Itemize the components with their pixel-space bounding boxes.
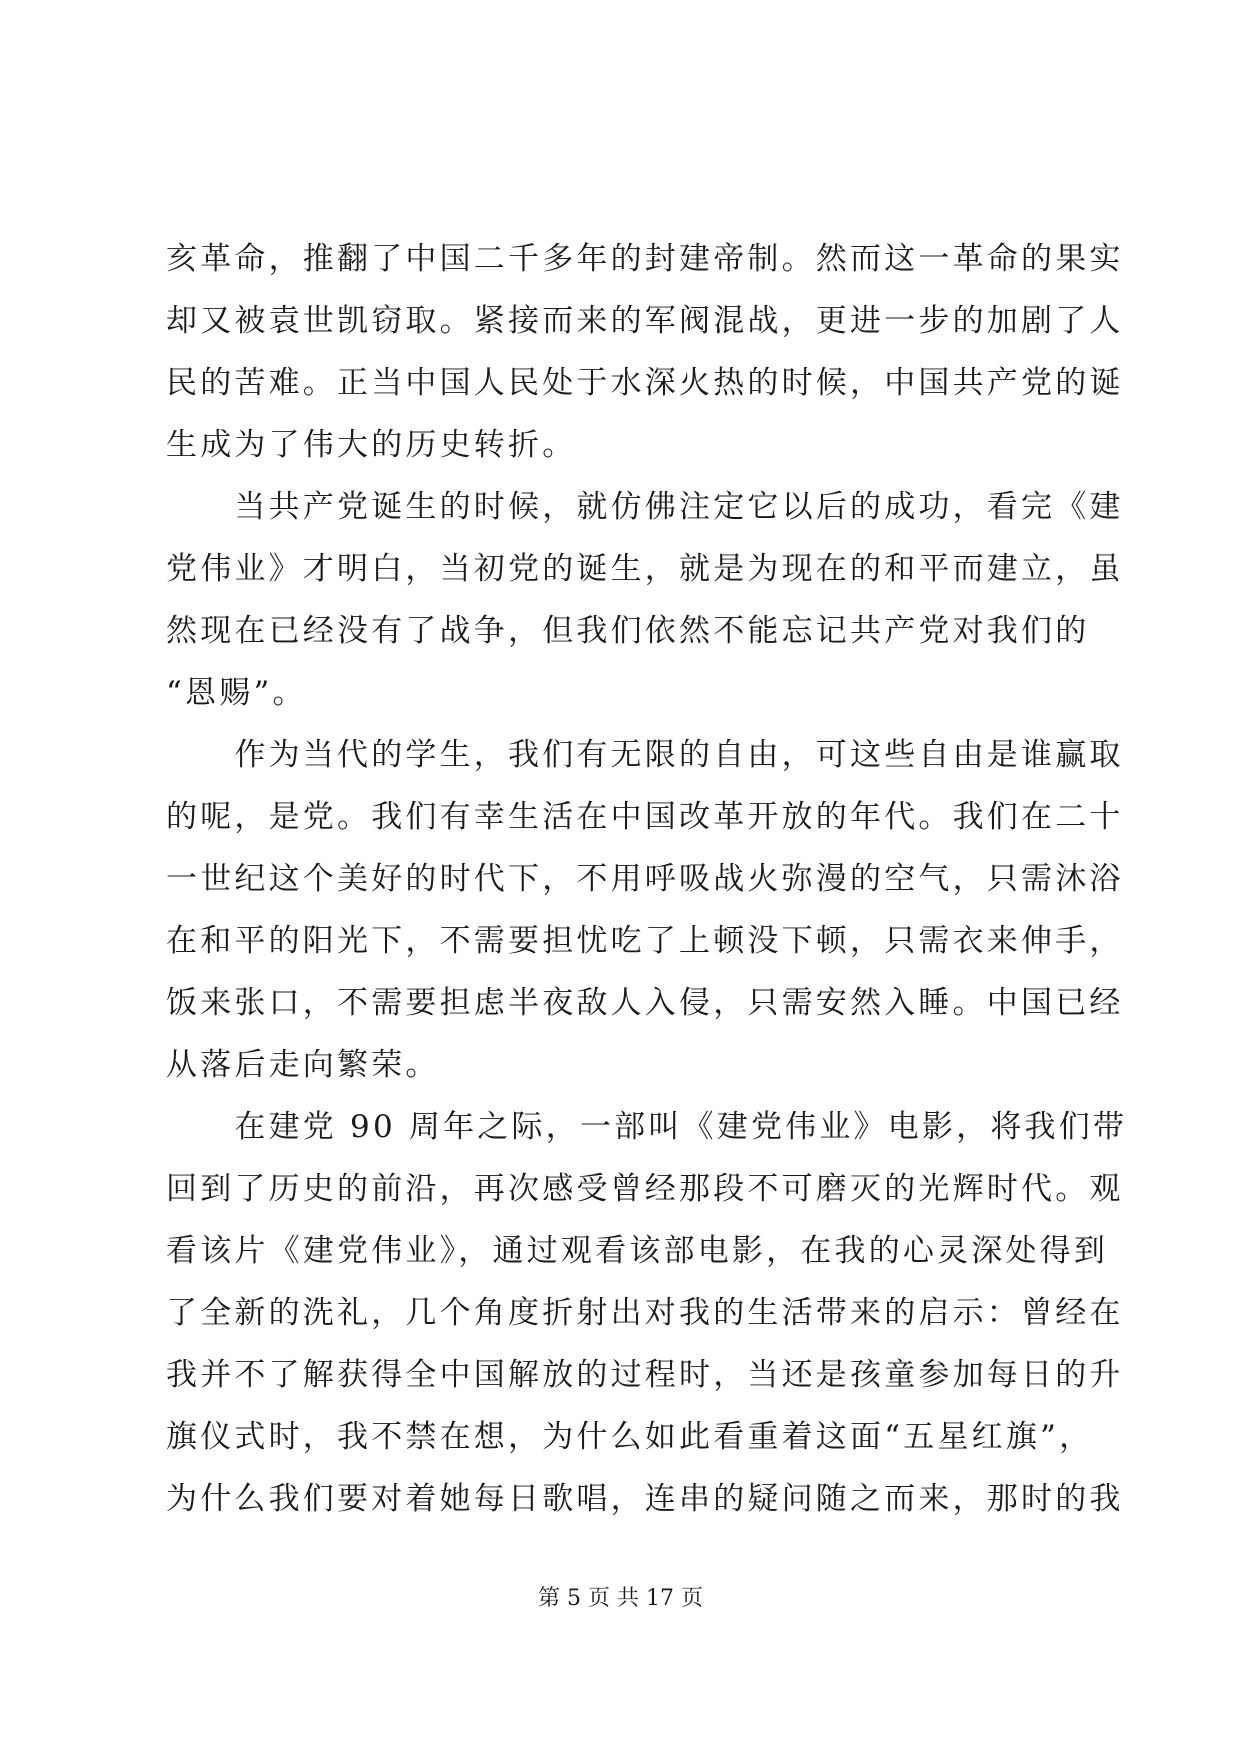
text-line: 的呢，是党。我们有幸生活在中国改革开放的年代。我们在二十	[166, 799, 1124, 835]
text-line: 却又被袁世凯窃取。紧接而来的军阀混战，更进一步的加剧了人	[166, 303, 1124, 339]
text-line: 在和平的阳光下，不需要担忧吃了上顿没下顿，只需衣来伸手，	[166, 923, 1124, 959]
text-line: 从落后走向繁荣。	[166, 1047, 440, 1083]
text-line: 一世纪这个美好的时代下，不用呼吸战火弥漫的空气，只需沐浴	[166, 861, 1124, 897]
text-line: 回到了历史的前沿，再次感受曾经那段不可磨灭的光辉时代。观	[166, 1171, 1124, 1207]
text-line: 亥革命，推翻了中国二千多年的封建帝制。然而这一革命的果实	[166, 241, 1124, 277]
text-line: 为什么我们要对着她每日歌唱，连串的疑问随之而来，那时的我	[166, 1481, 1124, 1517]
text-line: 了全新的洗礼，几个角度折射出对我的生活带来的启示：曾经在	[166, 1295, 1124, 1331]
page-number-label: 第 5 页 共 17 页	[538, 1586, 703, 1611]
body-text	[166, 228, 1128, 1530]
text-line: 生成为了伟大的历史转折。	[166, 427, 577, 463]
text-line: “恩赐”。	[166, 675, 307, 711]
text-line: 饭来张口，不需要担虑半夜敌人入侵，只需安然入睡。中国已经	[166, 985, 1124, 1021]
text-line: 然现在已经没有了战争，但我们依然不能忘记共产党对我们的	[166, 613, 1090, 649]
text-line: 党伟业》才明白，当初党的诞生，就是为现在的和平而建立，虽	[166, 551, 1124, 587]
page-footer	[0, 1584, 1241, 1614]
text-line: 作为当代的学生，我们有无限的自由，可这些自由是谁赢取	[166, 737, 1124, 773]
text-line: 在建党 90 周年之际，一部叫《建党伟业》电影，将我们带	[166, 1109, 1128, 1145]
text-line: 旗仪式时，我不禁在想，为什么如此看重着这面“五星红旗”，	[166, 1419, 1094, 1455]
text-line: 看该片《建党伟业》，通过观看该部电影，在我的心灵深处得到	[166, 1233, 1109, 1269]
text-line: 当共产党诞生的时候，就仿佛注定它以后的成功，看完《建	[166, 489, 1124, 525]
text-line: 民的苦难。正当中国人民处于水深火热的时候，中国共产党的诞	[166, 365, 1124, 401]
text-line: 我并不了解获得全中国解放的过程时，当还是孩童参加每日的升	[166, 1357, 1124, 1393]
